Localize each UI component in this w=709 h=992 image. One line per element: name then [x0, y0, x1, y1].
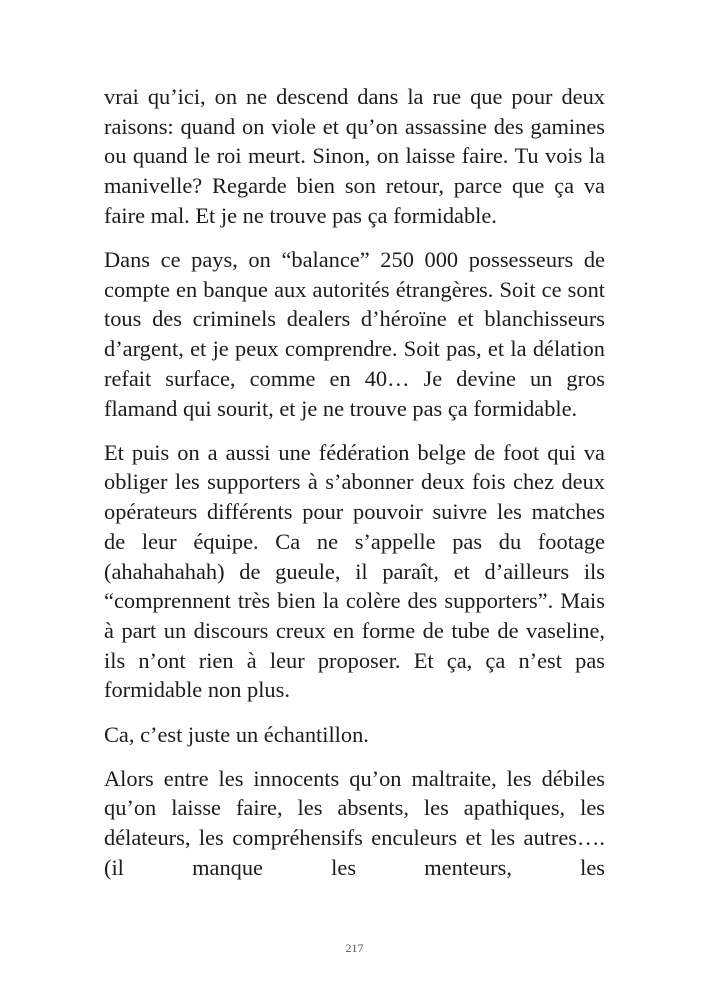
paragraph-4: Ca, c’est juste un échantillon. [104, 721, 369, 747]
paragraph-3: Et puis on a aussi une fédération belge de foot qui va obliger les supporters à s’abonner deux fois chez deux opérateurs différents pour pouvoir suivre les matches de leur équipe. Ca ne s’appelle pas du footage (ahahahahah) de gueule, il paraît, et d’ailleurs ils “comprennent très bien la colère des supporters”. Mais à part un discours creux en forme de tube de vaseline, ils n’ont rien à leur proposer. Et ça, ça n’est pas formidable non plus. [104, 439, 605, 703]
paragraph-1: vrai qu’ici, on ne descend dans la rue que pour deux raisons: quand on viole et qu’on assassine des gamines ou quand le roi meurt. Sinon, on laisse faire. Tu vois la manivelle? Regarde bien son retour, parce que ça va faire mal. Et je ne trouve pas ça formidable. [104, 84, 605, 228]
paragraph-5: Alors entre les innocents qu’on maltraite, les débiles qu’on laisse faire, les absents, les apathiques, les délateurs, les compréhensifs enculeurs et les autres….(il manque les menteurs, les [104, 765, 605, 880]
body-text [104, 82, 605, 897]
page-number: 217 [345, 941, 364, 955]
paragraph-2: Dans ce pays, on “balance” 250 000 possesseurs de compte en banque aux autorités étrangères. Soit ce sont tous des criminels dealers d’héroïne et blanchisseurs d’argent, et je peux comprendre. Soit pas, et la délation refait surface, comme en 40… Je devine un gros flamand qui sourit, et je ne trouve pas ça formidable. [104, 247, 605, 421]
